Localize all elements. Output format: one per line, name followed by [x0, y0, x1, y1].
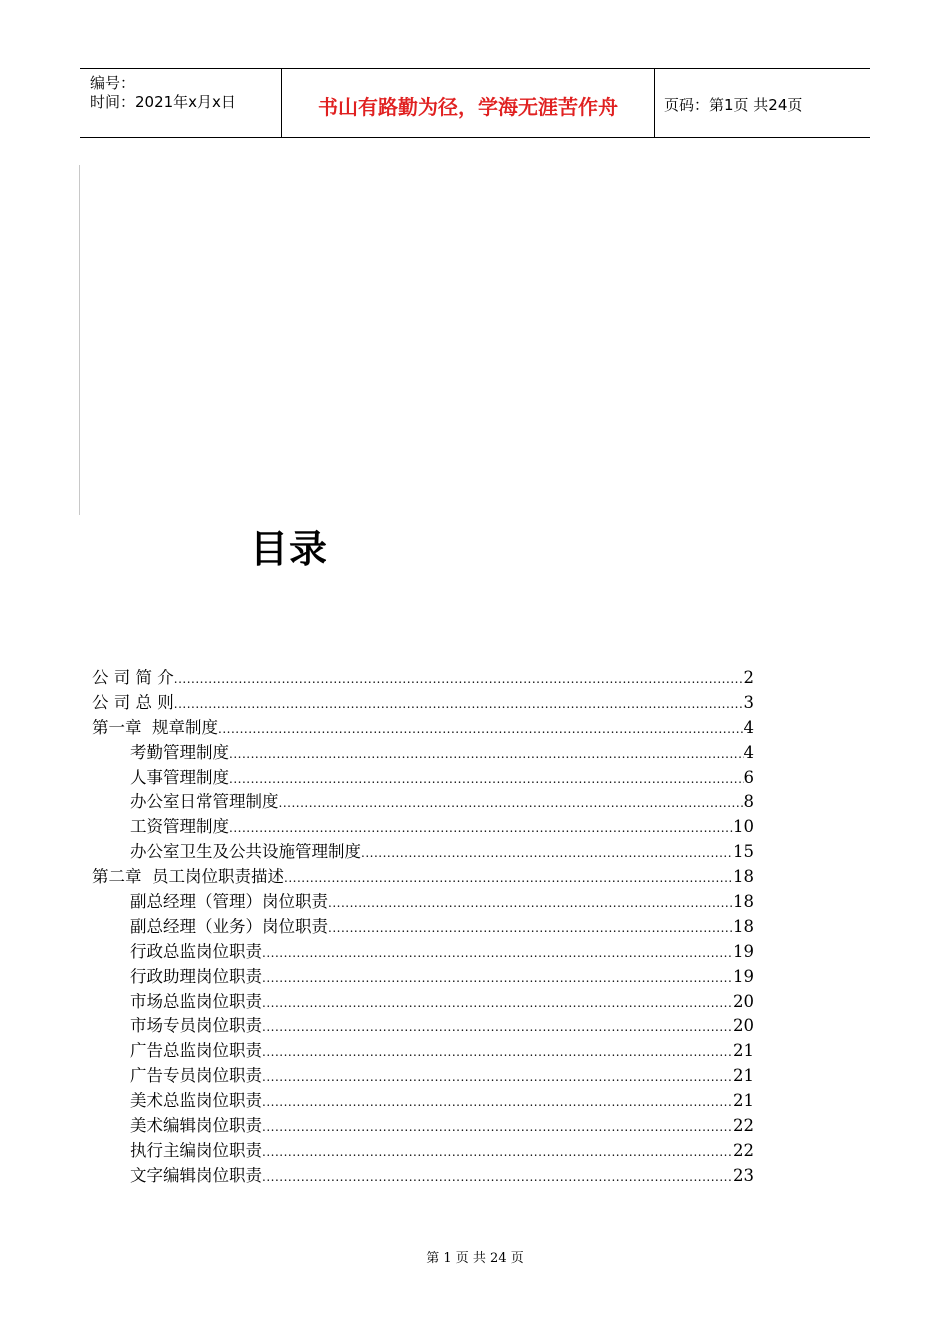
toc-leader-dots: [328, 916, 733, 941]
toc-entry-label: 广告专员岗位职责: [130, 1066, 262, 1086]
document-header: [80, 68, 870, 138]
toc-entry-label: 人事管理制度: [130, 767, 229, 787]
toc-entry-page: 21: [733, 1041, 754, 1061]
toc-entry[interactable]: [92, 766, 754, 791]
toc-entry[interactable]: [92, 915, 754, 940]
toc-entry-page: 20: [733, 1016, 754, 1036]
toc-entry-label: 办公室日常管理制度: [130, 792, 279, 812]
toc-leader-dots: [262, 1090, 733, 1115]
toc-leader-dots: [262, 1015, 733, 1040]
toc-entry[interactable]: [92, 790, 754, 815]
toc-leader-dots: [262, 966, 733, 991]
toc-leader-dots: [229, 767, 744, 792]
header-page-info: 页码：第1页 共24页: [664, 96, 803, 114]
toc-entry-label: 市场专员岗位职责: [130, 1016, 262, 1036]
page-footer: 第 1 页 共 24 页: [426, 1251, 524, 1266]
toc-leader-dots: [262, 1140, 733, 1165]
toc-entry-page: 4: [743, 742, 754, 762]
toc-entry-page: 22: [733, 1140, 754, 1160]
toc-entry-label: 公 司 简 介: [92, 668, 174, 687]
toc-entry[interactable]: [92, 1139, 754, 1164]
toc-leader-dots: [262, 1165, 733, 1190]
toc-entry[interactable]: [92, 1014, 754, 1039]
toc-entry-label: 市场总监岗位职责: [130, 991, 262, 1011]
toc-entry-label: 副总经理（管理）岗位职责: [130, 892, 328, 912]
table-of-contents: [92, 666, 754, 1189]
toc-entry[interactable]: [92, 840, 754, 865]
toc-leader-dots: [328, 891, 733, 916]
toc-entry-page: 20: [733, 991, 754, 1011]
toc-leader-dots: [218, 717, 744, 742]
toc-entry[interactable]: [92, 1064, 754, 1089]
toc-title: 目录: [250, 527, 329, 571]
toc-entry[interactable]: [92, 890, 754, 915]
toc-leader-dots: [229, 742, 744, 767]
toc-leader-dots: [262, 941, 733, 966]
toc-entry[interactable]: [92, 1039, 754, 1064]
toc-leader-dots: [284, 866, 733, 891]
margin-rule: [79, 165, 80, 515]
toc-entry-page: 19: [733, 941, 754, 961]
toc-entry-page: 3: [743, 692, 754, 712]
toc-entry-label: 执行主编岗位职责: [130, 1140, 262, 1160]
toc-entry-label: 美术编辑岗位职责: [130, 1116, 262, 1136]
toc-entry-page: 8: [743, 792, 754, 812]
header-meta-cell: [80, 69, 282, 137]
toc-entry-page: 18: [733, 867, 754, 887]
header-page-cell: [655, 69, 870, 137]
toc-entry[interactable]: [92, 1114, 754, 1139]
document-number-label: 编号：: [90, 74, 136, 92]
toc-entry-page: 21: [733, 1091, 754, 1111]
toc-entry-page: 18: [733, 916, 754, 936]
toc-leader-dots: [279, 791, 744, 816]
toc-entry-label: 第一章 规章制度: [92, 717, 218, 737]
toc-entry[interactable]: [92, 990, 754, 1015]
toc-entry[interactable]: [92, 716, 754, 741]
toc-entry-page: 23: [733, 1165, 754, 1185]
toc-entry-label: 广告总监岗位职责: [130, 1041, 262, 1061]
toc-leader-dots: [262, 991, 733, 1016]
toc-entry-page: 10: [733, 817, 754, 837]
toc-entry-page: 22: [733, 1116, 754, 1136]
toc-leader-dots: [262, 1115, 733, 1140]
toc-entry-page: 15: [733, 842, 754, 862]
toc-leader-dots: [174, 692, 744, 717]
toc-leader-dots: [262, 1040, 733, 1065]
toc-entry[interactable]: [92, 1164, 754, 1189]
toc-leader-dots: [174, 667, 744, 692]
toc-entry-page: 6: [743, 767, 754, 787]
toc-entry-label: 办公室卫生及公共设施管理制度: [130, 842, 361, 862]
toc-entry-label: 美术总监岗位职责: [130, 1091, 262, 1111]
document-date: 时间：2021年x月x日: [90, 93, 236, 111]
toc-entry-page: 19: [733, 966, 754, 986]
toc-entry-label: 工资管理制度: [130, 817, 229, 837]
toc-leader-dots: [361, 841, 733, 866]
toc-entry-label: 行政助理岗位职责: [130, 966, 262, 986]
toc-entry[interactable]: [92, 666, 754, 691]
toc-entry[interactable]: [92, 741, 754, 766]
toc-entry[interactable]: [92, 965, 754, 990]
toc-entry-page: 2: [743, 668, 754, 687]
toc-entry-label: 行政总监岗位职责: [130, 941, 262, 961]
toc-entry-label: 副总经理（业务）岗位职责: [130, 916, 328, 936]
toc-leader-dots: [229, 816, 733, 841]
toc-entry-page: 18: [733, 892, 754, 912]
toc-entry-page: 4: [743, 717, 754, 737]
header-motto-cell: [282, 69, 655, 137]
toc-entry-label: 公 司 总 则: [92, 692, 174, 712]
toc-entry[interactable]: [92, 940, 754, 965]
toc-leader-dots: [262, 1065, 733, 1090]
toc-entry[interactable]: [92, 865, 754, 890]
toc-entry-label: 考勤管理制度: [130, 742, 229, 762]
toc-entry[interactable]: [92, 815, 754, 840]
toc-entry[interactable]: [92, 1089, 754, 1114]
toc-entry[interactable]: [92, 691, 754, 716]
toc-entry-page: 21: [733, 1066, 754, 1086]
toc-entry-label: 第二章 员工岗位职责描述: [92, 867, 284, 887]
toc-entry-label: 文字编辑岗位职责: [130, 1165, 262, 1185]
header-motto: 书山有路勤为径，学海无涯苦作舟: [318, 95, 618, 119]
